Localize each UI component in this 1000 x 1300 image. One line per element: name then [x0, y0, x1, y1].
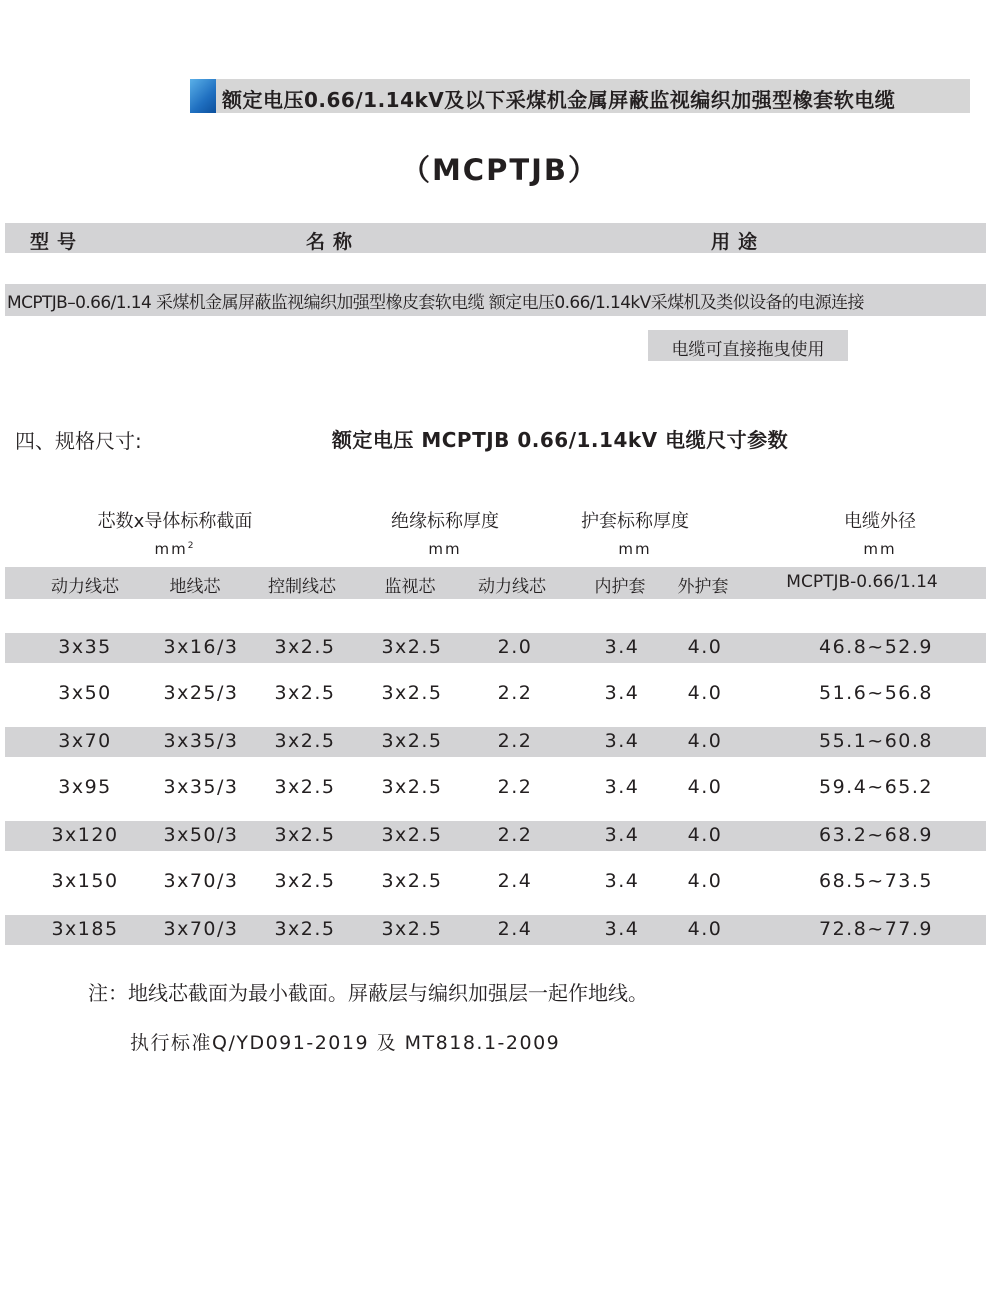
table-cell: 4.0 — [687, 824, 723, 846]
table-cell: 3x2.5 — [274, 824, 336, 846]
document-title: 额定电压0.66/1.14kV及以下采煤机金属屏蔽监视编织加强型橡套软电缆 — [222, 88, 896, 112]
table-cell: 2.4 — [497, 870, 533, 892]
group-header-sheath: 护套标称厚度 — [581, 511, 689, 532]
table-cell: 3x2.5 — [274, 636, 336, 658]
table-cell: 3x2.5 — [274, 730, 336, 752]
table-cell: 3x185 — [51, 918, 119, 940]
table-cell: 3x2.5 — [381, 730, 443, 752]
section-title: 额定电压 MCPTJB 0.66/1.14kV 电缆尺寸参数 — [331, 428, 789, 452]
table-cell: 4.0 — [687, 918, 723, 940]
model-heading: （MCPTJB） — [400, 153, 600, 187]
table-cell: 3x2.5 — [274, 776, 336, 798]
table-cell: 2.2 — [497, 682, 533, 704]
column-header: 动力线芯 — [478, 577, 546, 597]
table-cell: 3x25/3 — [163, 682, 239, 704]
table-cell: 3x150 — [51, 870, 119, 892]
group-header-diameter: 电缆外径 — [844, 511, 916, 532]
model-column-label: 型号 — [30, 231, 85, 253]
table-cell: 3.4 — [604, 636, 640, 658]
table-cell: 3x35/3 — [163, 730, 239, 752]
table-cell: 3x120 — [51, 824, 119, 846]
column-header: 外护套 — [677, 577, 729, 597]
table-cell: 72.8~77.9 — [818, 918, 934, 940]
table-cell: 4.0 — [687, 682, 723, 704]
table-cell: 55.1~60.8 — [818, 730, 934, 752]
standard-reference: 执行标准Q/YD091-2019 及 MT818.1-2009 — [130, 1032, 561, 1054]
table-cell: 3.4 — [604, 730, 640, 752]
table-cell: 3.4 — [604, 682, 640, 704]
table-cell: 3x50 — [58, 682, 112, 704]
use-note: 电缆可直接拖曳使用 — [671, 340, 825, 360]
table-cell: 2.4 — [497, 918, 533, 940]
table-cell: 2.2 — [497, 730, 533, 752]
group-unit-insulation: mm — [428, 540, 462, 558]
table-cell: 3x70 — [58, 730, 112, 752]
table-cell: 3.4 — [604, 776, 640, 798]
name-column-label: 名称 — [306, 231, 361, 253]
table-cell: 2.2 — [497, 776, 533, 798]
column-header: 动力线芯 — [51, 577, 119, 597]
table-cell: 3x2.5 — [274, 682, 336, 704]
table-cell: 4.0 — [687, 636, 723, 658]
column-header: 监视芯 — [384, 577, 436, 597]
table-cell: 3x70/3 — [163, 918, 239, 940]
column-header: 地线芯 — [169, 577, 221, 597]
table-cell: 3x16/3 — [163, 636, 239, 658]
group-header-insulation: 绝缘标称厚度 — [391, 511, 499, 532]
table-cell: 3.4 — [604, 918, 640, 940]
table-cell: 3x2.5 — [274, 918, 336, 940]
table-cell: 4.0 — [687, 776, 723, 798]
table-cell: 3x50/3 — [163, 824, 239, 846]
group-unit-diameter: mm — [863, 540, 897, 558]
table-cell: 46.8~52.9 — [818, 636, 934, 658]
table-cell: 3x70/3 — [163, 870, 239, 892]
table-cell: 4.0 — [687, 730, 723, 752]
column-header: 控制线芯 — [268, 577, 336, 597]
title-accent-marker — [190, 79, 216, 113]
group-header-conductor: 芯数x导体标称截面 — [97, 511, 253, 532]
table-cell: 3x2.5 — [381, 682, 443, 704]
table-cell: 59.4~65.2 — [818, 776, 934, 798]
use-column-label: 用途 — [711, 231, 766, 253]
table-cell: 4.0 — [687, 870, 723, 892]
table-cell: 3x2.5 — [381, 870, 443, 892]
table-cell: 3x95 — [58, 776, 112, 798]
footnote: 注：地线芯截面为最小截面。屏蔽层与编织加强层一起作地线。 — [88, 981, 648, 1005]
table-cell: 3x2.5 — [381, 918, 443, 940]
header-bar — [5, 223, 986, 253]
group-unit-conductor: $mm^2$ — [154, 540, 196, 558]
group-unit-sheath: mm — [618, 540, 652, 558]
table-cell: 63.2~68.9 — [818, 824, 934, 846]
table-cell: 2.2 — [497, 824, 533, 846]
table-cell: 68.5~73.5 — [818, 870, 934, 892]
table-cell: 2.0 — [497, 636, 533, 658]
column-header: MCPTJB-0.66/1.14 — [786, 572, 938, 592]
table-cell: 3.4 — [604, 870, 640, 892]
table-cell: 3x2.5 — [381, 824, 443, 846]
table-cell: 3x2.5 — [381, 636, 443, 658]
table-cell: 51.6~56.8 — [818, 682, 934, 704]
table-cell: 3x2.5 — [274, 870, 336, 892]
product-info-line: MCPTJB–0.66/1.14 采煤机金属屏蔽监视编织加强型橡皮套软电缆 额定电压0.66/1.14kV采煤机及类似设备的电源连接 — [7, 293, 864, 313]
column-header: 内护套 — [594, 577, 646, 597]
section-label: 四、规格尺寸: — [15, 429, 142, 453]
table-cell: 3x35 — [58, 636, 112, 658]
table-cell: 3.4 — [604, 824, 640, 846]
table-cell: 3x35/3 — [163, 776, 239, 798]
table-cell: 3x2.5 — [381, 776, 443, 798]
